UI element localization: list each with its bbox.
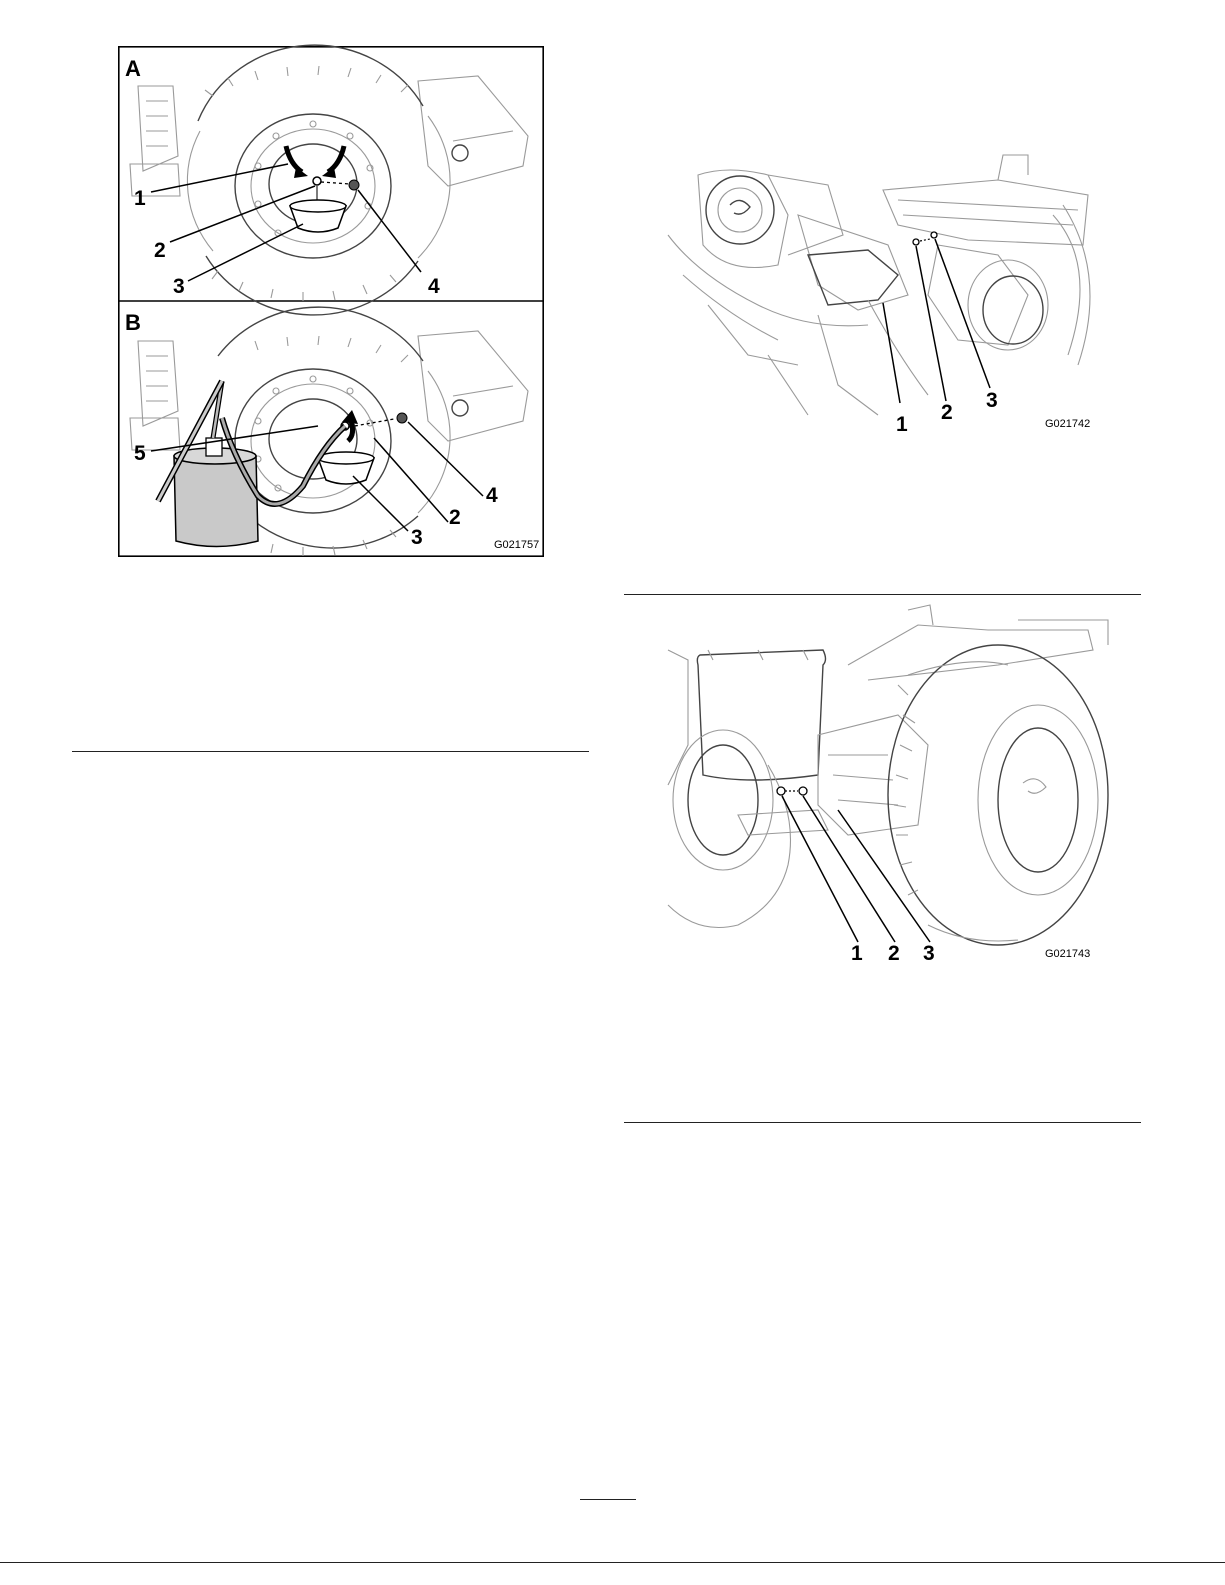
figure-axle-drain-bottom bbox=[668, 605, 1108, 965]
figure-code-bottom: G021743 bbox=[1045, 948, 1091, 960]
page-number-rule bbox=[580, 1499, 636, 1500]
figure-axle-drain-top-illustration bbox=[668, 155, 1108, 435]
page-bottom-rule bbox=[0, 1562, 1225, 1563]
panel-a-callout-1: 1 bbox=[134, 187, 146, 210]
figure-wheel-drain-fill-illustration bbox=[118, 46, 544, 557]
panel-b-callout-4: 4 bbox=[486, 484, 498, 507]
panel-a-callout-3: 3 bbox=[173, 275, 185, 298]
figure-axle-drain-bottom-illustration bbox=[668, 605, 1108, 965]
top-callout-3: 3 bbox=[986, 389, 998, 412]
top-callout-1: 1 bbox=[896, 413, 908, 436]
panel-b-callout-2: 2 bbox=[449, 506, 461, 529]
bottom-callout-1: 1 bbox=[851, 942, 863, 965]
panel-b-letter: B bbox=[125, 310, 141, 335]
panel-b-callout-3: 3 bbox=[411, 526, 423, 549]
figure-code-top: G021742 bbox=[1045, 418, 1091, 430]
panel-a-callout-4: 4 bbox=[428, 275, 440, 298]
panel-a-callout-2: 2 bbox=[154, 239, 166, 262]
panel-b-callout-5: 5 bbox=[134, 442, 146, 465]
panel-a-letter: A bbox=[125, 56, 141, 81]
bottom-callout-3: 3 bbox=[923, 942, 935, 965]
bottom-callout-2: 2 bbox=[888, 942, 900, 965]
figure-axle-drain-top bbox=[668, 155, 1108, 435]
section-rule-left bbox=[72, 751, 589, 752]
section-rule-right-top bbox=[624, 594, 1141, 595]
figure-code: G021757 bbox=[494, 539, 540, 551]
top-callout-2: 2 bbox=[941, 401, 953, 424]
figure-wheel-drain-fill bbox=[118, 46, 544, 557]
section-rule-right-bottom bbox=[624, 1122, 1141, 1123]
axle-illustration bbox=[668, 155, 1090, 415]
tractor-rear-illustration bbox=[668, 605, 1108, 945]
